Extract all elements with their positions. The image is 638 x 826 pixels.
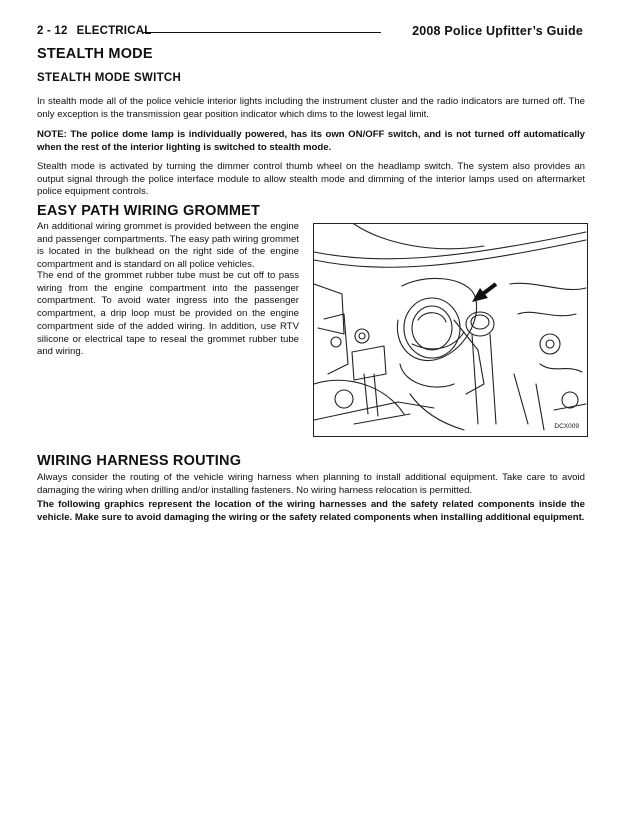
- harness-note: The following graphics represent the location of the wiring harnesses and the safety related components inside the vehicle. Make sure to avoid damaging the wiring or the safety related components when installing additional equipment.: [37, 499, 585, 523]
- grommet-heading: EASY PATH WIRING GROMMET: [37, 203, 261, 219]
- harness-paragraph-1: Always consider the routing of the vehicle wiring harness when planning to install additional equipment. Take care to avoid damaging the wiring when drilling and/or installing fasteners. No wiring harness relocation is permitted.: [37, 472, 585, 496]
- engine-bay-drawing: [314, 224, 587, 436]
- grommet-paragraph-2: The end of the grommet rubber tube must be cut off to pass wiring from the engine compartment into the passenger compartment. To avoid water ingress into the passenger compartment, a drip loop must be provided on the engine compartment side of the added wiring. In addition, use RTV silicone or electrical tape to reseal the grommet rubber tube and wiring.: [37, 270, 299, 358]
- guide-title: 2008 Police Upfitter’s Guide: [412, 24, 583, 38]
- pointer-arrow: [472, 284, 496, 302]
- figure-label: DCX009: [554, 423, 579, 430]
- stealth-paragraph-1: In stealth mode all of the police vehicle interior lights including the instrument cluster and the radio indicators are turned off. The only exception is the transmission gear position indicator which dims to the lowest legal limit.: [37, 96, 585, 120]
- header-left: [37, 25, 151, 37]
- stealth-note: NOTE: The police dome lamp is individually powered, has its own ON/OFF switch, and is not turned off automatically when the rest of the interior lighting is switched to stealth mode.: [37, 129, 585, 153]
- harness-heading: WIRING HARNESS ROUTING: [37, 453, 242, 469]
- stealth-paragraph-2: Stealth mode is activated by turning the dimmer control thumb wheel on the headlamp switch. The system also provides an output signal through the police interface module to allow stealth mode and dimming of the interior lamps used on aftermarket police equipment controls.: [37, 161, 585, 198]
- section-name: ELECTRICAL: [76, 25, 152, 37]
- header-rule: [143, 32, 381, 33]
- stealth-mode-switch-subheading: STEALTH MODE SWITCH: [37, 72, 182, 84]
- grommet-illustration: [313, 223, 588, 437]
- grommet-paragraph-1: An additional wiring grommet is provided between the engine and passenger compartments. The easy path wiring grommet is located in the bulkhead on the right side of the engine compartment and is standard on all police vehicles.: [37, 221, 299, 271]
- stealth-mode-heading: STEALTH MODE: [37, 46, 153, 62]
- page-header: [37, 25, 583, 41]
- page-number: 2 - 12: [37, 25, 68, 37]
